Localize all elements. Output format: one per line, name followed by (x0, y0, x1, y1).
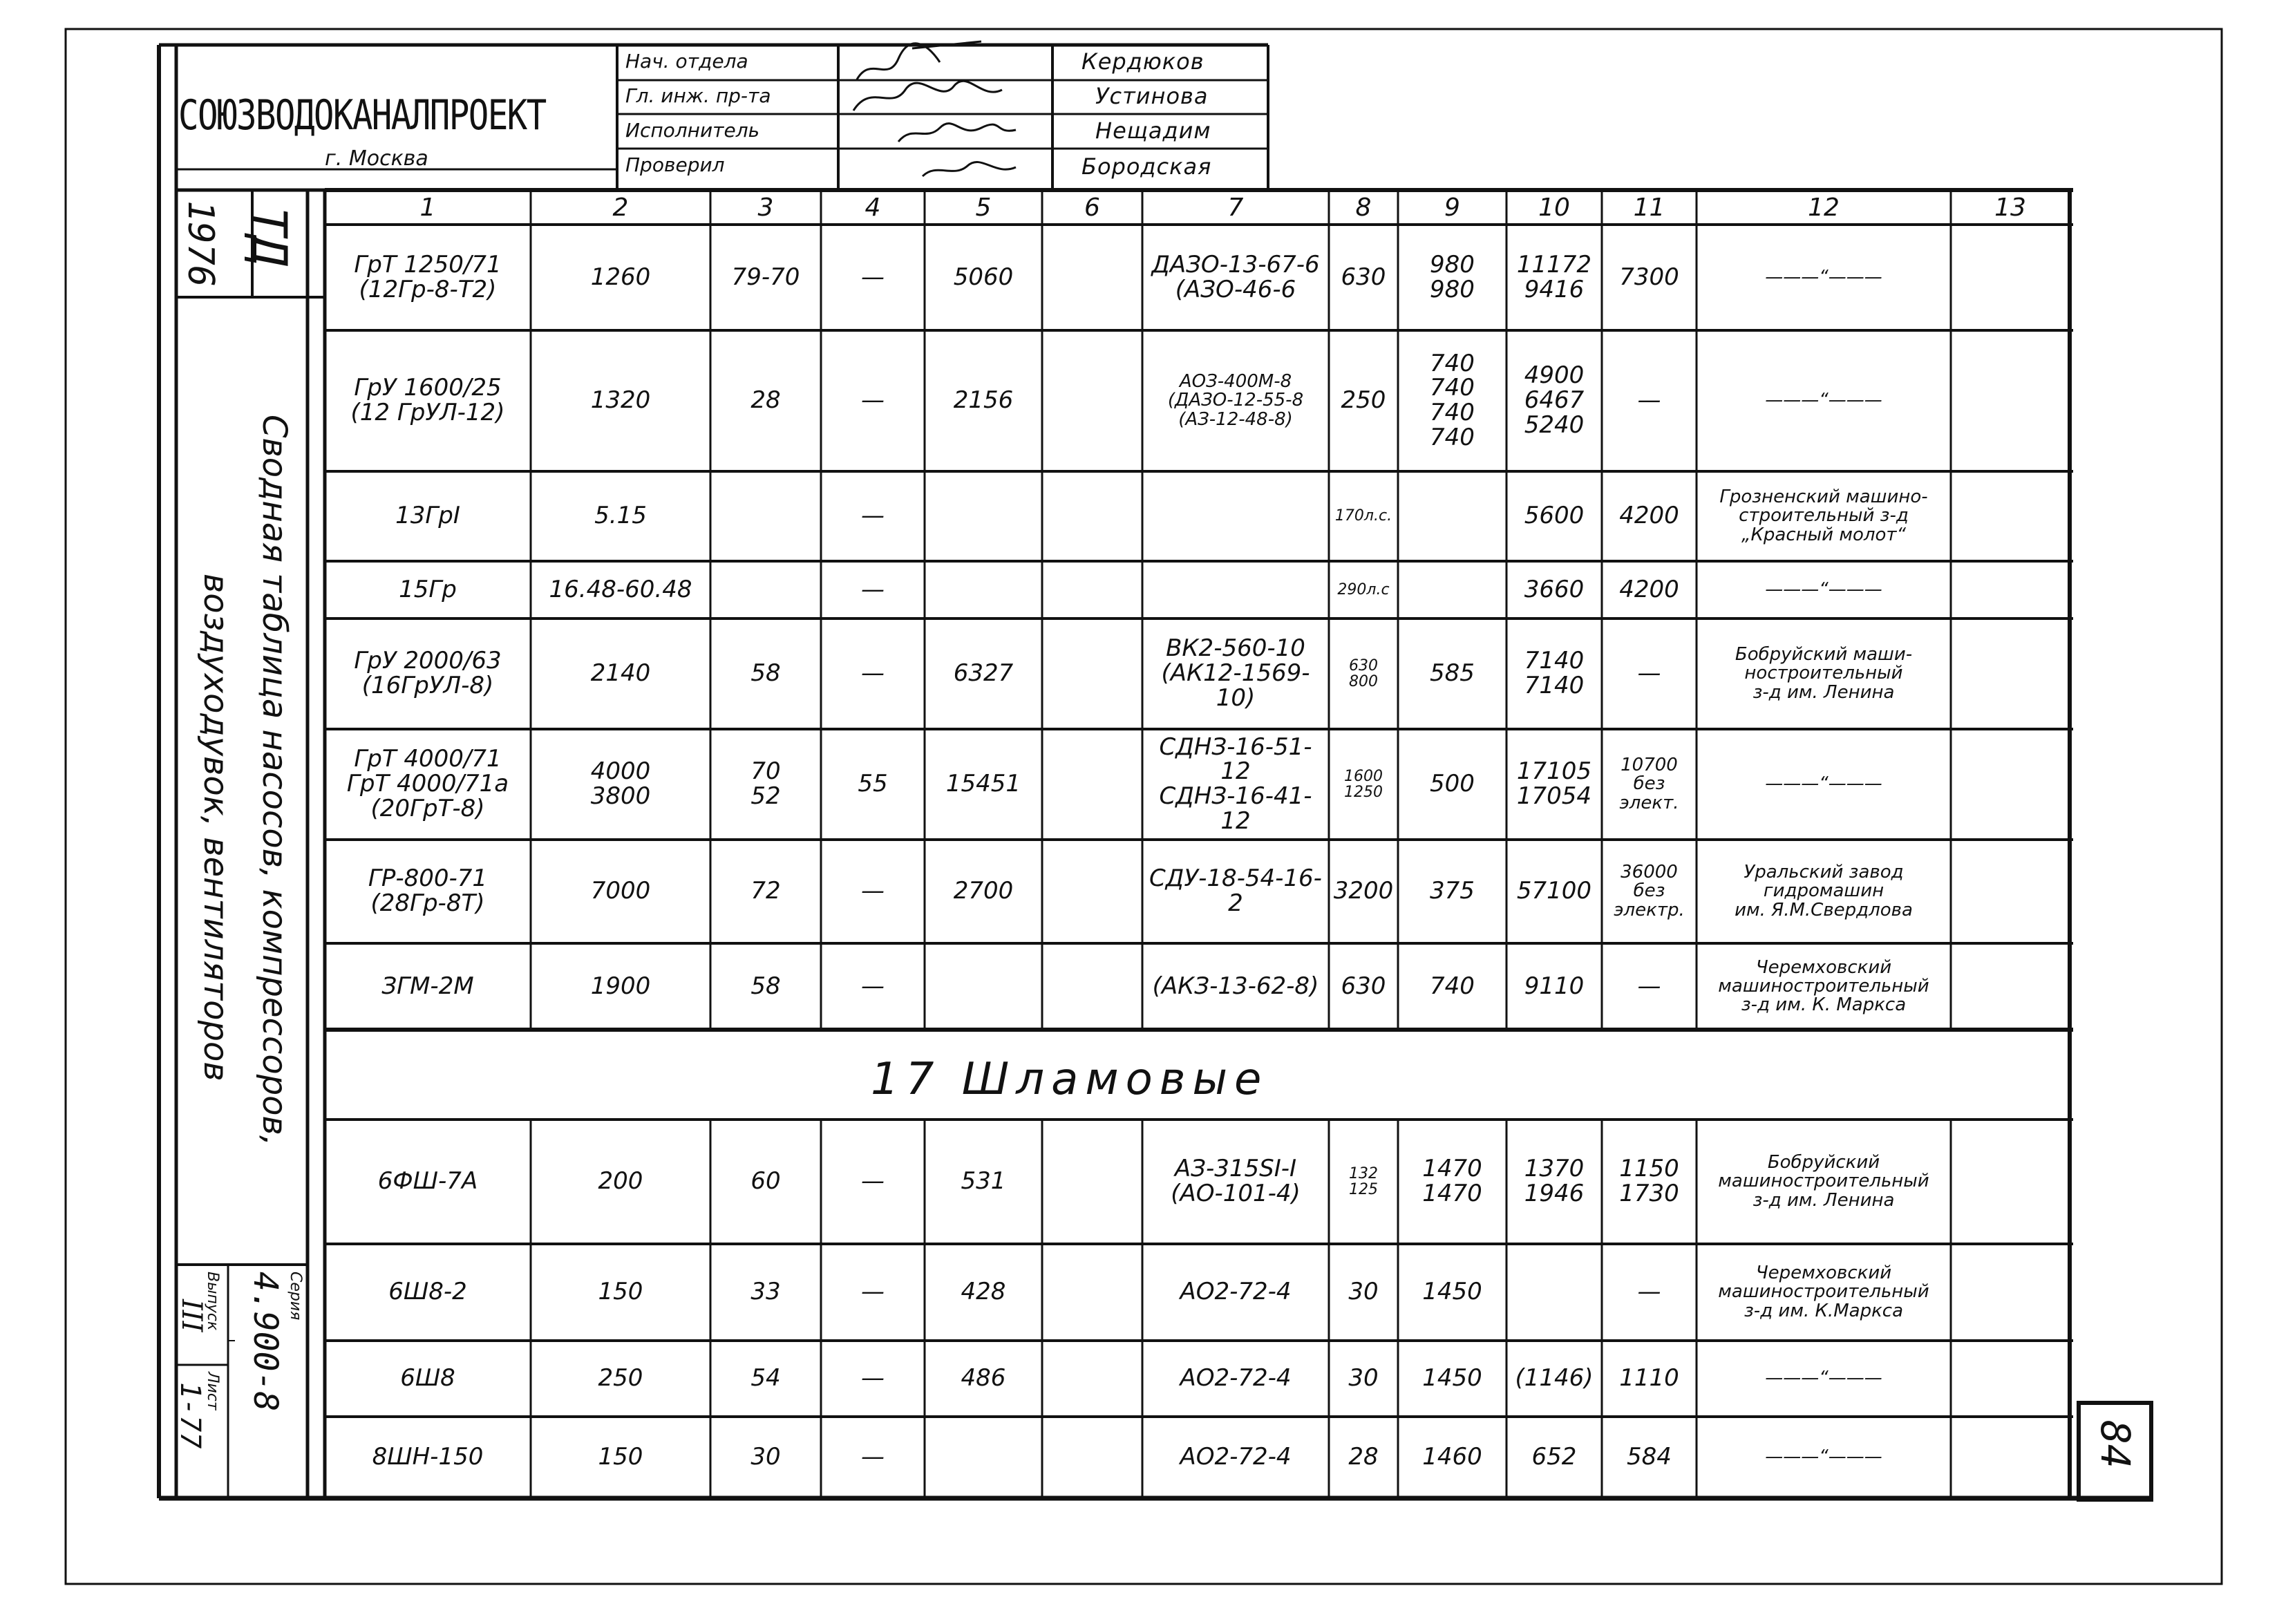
cell-col3: 58 (750, 972, 781, 1000)
sheet-value: 1-77 (174, 1382, 206, 1449)
cell-col4: — (861, 502, 885, 530)
col-header-8: 8 (1355, 193, 1372, 222)
page-number: 84 (2092, 1420, 2139, 1469)
cell-col3: 58 (750, 659, 781, 688)
cell-col1: ГрТ 1250/71 (12Гр-8-Т2) (354, 250, 502, 303)
cell-col11: 1150 1730 (1619, 1155, 1679, 1207)
col-header-4: 4 (864, 193, 881, 222)
col-header-5: 5 (975, 193, 992, 222)
cell-col11: 10700 без элект. (1619, 755, 1679, 813)
cell-col11: 4200 (1619, 502, 1679, 530)
cell-col1: 6ФШ-7А (377, 1167, 478, 1196)
cell-col5: 2156 (953, 386, 1014, 415)
cell-col4: — (861, 877, 885, 905)
cell-col12: ———“——— (1765, 773, 1882, 795)
cell-col8: 630 (1341, 972, 1386, 1000)
cell-col12: Черемховский машиностроительный з-д им. К.Маркса (1718, 1263, 1929, 1321)
cell-col12: ———“——— (1765, 266, 1882, 287)
cell-col4: — (861, 386, 885, 415)
cell-col9 (1401, 473, 1504, 560)
cell-col5: 531 (961, 1167, 1006, 1196)
year-label: 1976 (180, 200, 221, 287)
cell-col7: АО2-72-4 (1180, 1278, 1292, 1306)
cell-col3: 79-70 (731, 263, 800, 291)
cell-col4: — (861, 1278, 885, 1306)
cell-col9 (1401, 563, 1504, 617)
sheet-label: Лист (204, 1372, 221, 1410)
cell-col6 (1045, 226, 1140, 329)
cell-col1: 6Ш8 (400, 1364, 455, 1392)
cell-col1: ЗГМ-2М (381, 972, 474, 1000)
col-header-2: 2 (612, 193, 629, 222)
cell-col8: 630 (1341, 263, 1386, 291)
cell-col8: 28 (1348, 1443, 1379, 1471)
cell-col1: 15Гр (399, 575, 457, 603)
col-header-1: 1 (419, 193, 436, 222)
cell-col5 (927, 563, 1039, 617)
cell-col10: (1146) (1515, 1364, 1594, 1392)
cell-col7: (АКЗ-13-62-8) (1152, 972, 1319, 1000)
col-header-13: 13 (1994, 193, 2026, 222)
cell-col12: Бобруйский машиностроительный з-д им. Ленина (1718, 1152, 1929, 1211)
cell-col11: — (1637, 659, 1661, 688)
cell-col12: Черемховский машиностроительный з-д им. К. Маркса (1718, 956, 1929, 1016)
cell-col1: ГрУ 1600/25 (12 ГрУЛ-12) (350, 374, 505, 426)
cell-col7: АО2-72-4 (1180, 1364, 1292, 1392)
side-title-line2: воздуходувок, вентиляторов (196, 574, 235, 1082)
side-title-line1: Сводная таблица насосов, компрессоров, (255, 415, 294, 1146)
cell-col11: 584 (1627, 1443, 1672, 1471)
col-header-6: 6 (1084, 193, 1100, 222)
cell-col6 (1045, 620, 1140, 728)
col-header-11: 11 (1633, 193, 1665, 222)
cell-col13 (1954, 226, 2067, 329)
cell-col7 (1145, 563, 1326, 617)
cell-col13 (1954, 1418, 2067, 1497)
cell-col11: — (1637, 386, 1661, 415)
cell-col4: — (861, 575, 885, 603)
cell-col10: 11172 9416 (1516, 250, 1592, 303)
col-header-7: 7 (1227, 193, 1244, 222)
cell-col8: 132 125 (1349, 1164, 1378, 1198)
cell-col2: 1260 (590, 263, 651, 291)
cell-col6 (1045, 841, 1140, 942)
cell-col6 (1045, 563, 1140, 617)
section-title: 17 Шламовые (871, 1054, 1269, 1105)
cell-col10: 17105 17054 (1516, 757, 1592, 810)
organization-name: СОЮЗВОДОКАНАЛПРОЕКТ (178, 91, 546, 140)
cell-col13 (1954, 620, 2067, 728)
cell-col11: 1110 (1619, 1364, 1679, 1392)
cell-col2: 16.48-60.48 (549, 575, 692, 603)
cell-col4: — (861, 263, 885, 291)
cell-col10: 5600 (1524, 502, 1585, 530)
cell-col8: 290л.с (1337, 580, 1390, 598)
cell-col7: АЗ-315SI-I (АО-101-4) (1171, 1155, 1301, 1207)
cell-col5: 5060 (953, 263, 1014, 291)
cell-col6 (1045, 945, 1140, 1028)
cell-col13 (1954, 473, 2067, 560)
cell-col9: 980 980 (1430, 250, 1475, 303)
cell-col4: — (861, 1364, 885, 1392)
cell-col8: 250 (1341, 386, 1386, 415)
cell-col10: 652 (1531, 1443, 1577, 1471)
cell-col4: — (861, 972, 885, 1000)
cell-col3: 54 (750, 1364, 781, 1392)
approval-role-1: Нач. отдела (625, 50, 748, 73)
cell-col5: 2700 (953, 877, 1014, 905)
cell-col13 (1954, 332, 2067, 470)
cell-col9: 740 (1430, 972, 1475, 1000)
cell-col5 (927, 945, 1039, 1028)
cell-col8: 30 (1348, 1278, 1379, 1306)
cell-col6 (1045, 1342, 1140, 1415)
cell-col2: 2140 (590, 659, 651, 688)
cell-col1: 6Ш8-2 (388, 1278, 467, 1306)
cell-col10: 9110 (1524, 972, 1585, 1000)
cell-col11: 4200 (1619, 575, 1679, 603)
cell-col13 (1954, 563, 2067, 617)
cell-col1: ГР-800-71 (28Гр-8Т) (368, 865, 488, 917)
code-label: ТД (240, 207, 297, 266)
cell-col7: СДНЗ-16-51-12 СДНЗ-16-41-12 (1159, 733, 1312, 835)
cell-col10: 3660 (1524, 575, 1585, 603)
cell-col3: 70 52 (750, 757, 781, 810)
cell-col13 (1954, 1245, 2067, 1339)
cell-col12: ———“——— (1765, 578, 1882, 600)
cell-col11: — (1637, 1278, 1661, 1306)
cell-col12: Грозненский машино- строительный з-д „Красный молот“ (1719, 487, 1928, 545)
cell-col8: 3200 (1333, 877, 1394, 905)
cell-col2: 250 (598, 1364, 643, 1392)
approval-name-4: Бородская (1081, 153, 1212, 180)
cell-col9: 1470 1470 (1422, 1155, 1482, 1207)
cell-col2: 4000 3800 (590, 757, 651, 810)
cell-col2: 7000 (590, 877, 651, 905)
issue-value: III (176, 1299, 207, 1332)
cell-col7 (1145, 473, 1326, 560)
series-label: Серия (287, 1272, 304, 1321)
cell-col7: АО2-72-4 (1180, 1443, 1292, 1471)
approval-role-3: Исполнитель (625, 119, 760, 142)
cell-col7: ВК2-560-10 (АК12-1569-10) (1161, 634, 1310, 712)
issue-label: Выпуск (204, 1272, 221, 1331)
cell-col5: 6327 (953, 659, 1014, 688)
cell-col12: Бобруйский маши- ностроительный з-д им. Ленина (1735, 644, 1913, 703)
cell-col5: 486 (961, 1364, 1006, 1392)
cell-col4: — (861, 1167, 885, 1196)
cell-col2: 150 (598, 1278, 643, 1306)
cell-col13 (1954, 945, 2067, 1028)
cell-col12: Уральский завод гидромашин им. Я.М.Свердлова (1735, 862, 1913, 920)
cell-col5 (927, 473, 1039, 560)
cell-col7: АОЗ-400М-8 (ДАЗО-12-55-8 (АЗ-12-48-8) (1167, 371, 1304, 430)
cell-col7: ДАЗО-13-67-6 (АЗО-46-6 (1151, 250, 1320, 303)
cell-col2: 5.15 (594, 502, 647, 530)
cell-col11: 7300 (1619, 263, 1679, 291)
cell-col9: 1460 (1422, 1443, 1482, 1471)
city-label: г. Москва (325, 147, 428, 171)
cell-col9: 740 740 740 740 (1430, 349, 1475, 451)
cell-col4: — (861, 1443, 885, 1471)
cell-col10: 4900 6467 5240 (1524, 361, 1585, 439)
cell-col13 (1954, 841, 2067, 942)
cell-col1: ГрУ 2000/63 (16ГрУЛ-8) (354, 647, 502, 699)
cell-col12: ———“——— (1765, 1446, 1882, 1468)
col-header-9: 9 (1444, 193, 1460, 222)
cell-col3: 33 (750, 1278, 781, 1306)
cell-col7: СДУ-18-54-16-2 (1149, 865, 1322, 917)
cell-col10: 57100 (1516, 877, 1592, 905)
cell-col5: 428 (961, 1278, 1006, 1306)
cell-col3: 28 (750, 386, 781, 415)
cell-col2: 1320 (590, 386, 651, 415)
cell-col1: ГрТ 4000/71 ГрТ 4000/71а (20ГрТ-8) (346, 745, 509, 822)
cell-col11: 36000 без электр. (1614, 862, 1685, 920)
cell-col2: 200 (598, 1167, 643, 1196)
cell-col11: — (1637, 972, 1661, 1000)
cell-col10 (1509, 1245, 1599, 1339)
cell-col2: 150 (598, 1443, 643, 1471)
cell-col9: 1450 (1422, 1364, 1482, 1392)
cell-col13 (1954, 1121, 2067, 1243)
approval-role-4: Проверил (625, 153, 725, 176)
approval-name-3: Нещадим (1095, 117, 1211, 144)
cell-col8: 170л.с. (1334, 507, 1392, 525)
cell-col6 (1045, 1418, 1140, 1497)
cell-col9: 585 (1430, 659, 1475, 688)
col-header-12: 12 (1808, 193, 1840, 222)
cell-col8: 1600 1250 (1344, 767, 1383, 801)
col-header-3: 3 (757, 193, 774, 222)
cell-col3 (713, 563, 818, 617)
cell-col8: 30 (1348, 1364, 1379, 1392)
approval-name-2: Устинова (1095, 83, 1209, 109)
cell-col1: 13ГрI (395, 502, 460, 530)
cell-col6 (1045, 1121, 1140, 1243)
cell-col10: 1370 1946 (1524, 1155, 1585, 1207)
cell-col5: 15451 (945, 770, 1021, 798)
cell-col3: 30 (750, 1443, 781, 1471)
cell-col10: 7140 7140 (1524, 647, 1585, 699)
cell-col6 (1045, 332, 1140, 470)
cell-col2: 1900 (590, 972, 651, 1000)
cell-col8: 630 800 (1349, 657, 1378, 690)
approval-name-1: Кердюков (1081, 48, 1204, 75)
cell-col12: ———“——— (1765, 1368, 1882, 1389)
cell-col4: — (861, 659, 885, 688)
cell-col6 (1045, 473, 1140, 560)
cell-col3: 60 (750, 1167, 781, 1196)
series-value: 4.900-8 (246, 1272, 285, 1412)
cell-col3: 72 (750, 877, 781, 905)
approval-role-2: Гл. инж. пр-та (625, 84, 771, 107)
cell-col9: 500 (1430, 770, 1475, 798)
cell-col9: 1450 (1422, 1278, 1482, 1306)
col-header-10: 10 (1538, 193, 1570, 222)
cell-col13 (1954, 1342, 2067, 1415)
cell-col6 (1045, 730, 1140, 838)
cell-col9: 375 (1430, 877, 1475, 905)
cell-col4: 55 (858, 770, 888, 798)
cell-col12: ———“——— (1765, 390, 1882, 411)
cell-col13 (1954, 730, 2067, 838)
cell-col6 (1045, 1245, 1140, 1339)
cell-col3 (713, 473, 818, 560)
cell-col1: 8ШН-150 (372, 1443, 484, 1471)
cell-col5 (927, 1418, 1039, 1497)
